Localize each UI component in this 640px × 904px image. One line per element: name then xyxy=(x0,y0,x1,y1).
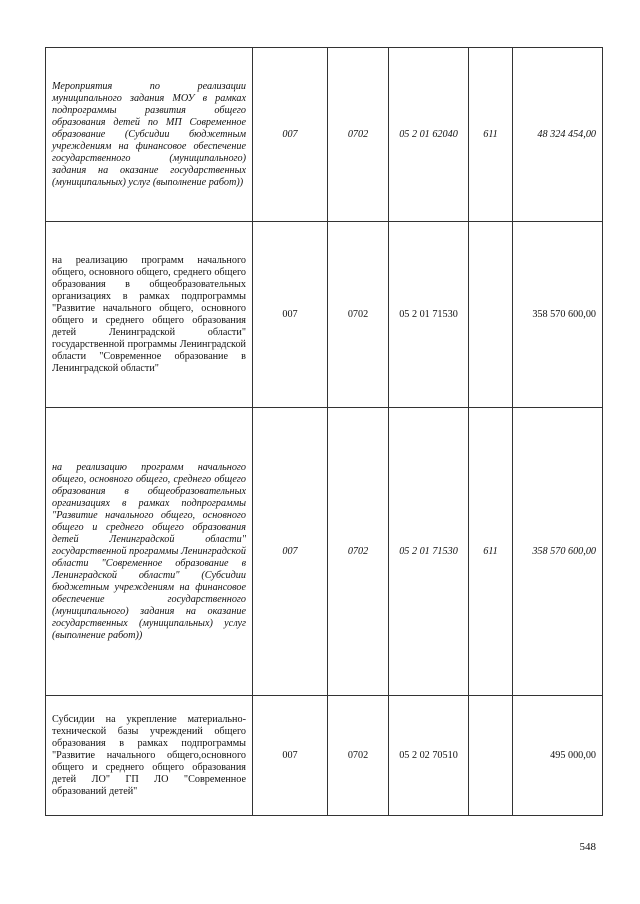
table-row xyxy=(46,48,603,222)
row-grbs-code: 007 xyxy=(253,408,328,696)
row-target-code: 05 2 01 62040 xyxy=(389,48,469,222)
row-section-code: 0702 xyxy=(328,696,389,816)
row-expense-type-code: 611 xyxy=(469,48,513,222)
row-amount: 358 570 600,00 xyxy=(513,222,603,408)
row-section-code: 0702 xyxy=(328,222,389,408)
row-expense-type-code xyxy=(469,222,513,408)
row-target-code: 05 2 01 71530 xyxy=(389,408,469,696)
row-grbs-code: 007 xyxy=(253,222,328,408)
page-number: 548 xyxy=(579,841,596,853)
row-grbs-code: 007 xyxy=(253,696,328,816)
row-description: на реализацию программ начального общего, основного общего, среднего общего образования в общеобразовательных организациях в рамках подпрограммы "Развитие начального общего, основного общего и среднего общего образования детей Ленинградской области" государственной программы Ленинградской области "Современное образование в Ленинградской области" (Субсидии бюджетным учреждениям на финансовое обеспечение государственного (муниципального) задания на оказание государственных (муниципальных) услуг (выполнение работ)) xyxy=(46,408,253,696)
row-amount: 495 000,00 xyxy=(513,696,603,816)
row-grbs-code: 007 xyxy=(253,48,328,222)
table-row xyxy=(46,696,603,816)
table-row xyxy=(46,408,603,696)
row-amount: 358 570 600,00 xyxy=(513,408,603,696)
row-target-code: 05 2 01 71530 xyxy=(389,222,469,408)
row-description: Мероприятия по реализации муниципального задания МОУ в рамках подпрограммы развития общего образования детей по МП Современное образование (Субсидии бюджетным учреждениям на финансовое обеспечение государственного (муниципального) задания на оказание государственных (муниципальных) услуг (выполнение работ)) xyxy=(46,48,253,222)
row-description: Субсидии на укрепление материально-технической базы учреждений общего образования в рамках подпрограммы "Развитие начального общего,основного общего и среднего общего образования детей ЛО" ГП ЛО "Современное образований детей" xyxy=(46,696,253,816)
row-expense-type-code: 611 xyxy=(469,408,513,696)
row-description: на реализацию программ начального общего, основного общего, среднего общего образования в общеобразовательных организациях в рамках подпрограммы "Развитие начального общего, основного общего и среднего общего образования детей Ленинградской области" государственной программы Ленинградской области "Современное образование в Ленинградской области" xyxy=(46,222,253,408)
table-row xyxy=(46,222,603,408)
row-expense-type-code xyxy=(469,696,513,816)
row-section-code: 0702 xyxy=(328,408,389,696)
budget-table xyxy=(45,47,603,816)
row-amount: 48 324 454,00 xyxy=(513,48,603,222)
row-target-code: 05 2 02 70510 xyxy=(389,696,469,816)
row-section-code: 0702 xyxy=(328,48,389,222)
